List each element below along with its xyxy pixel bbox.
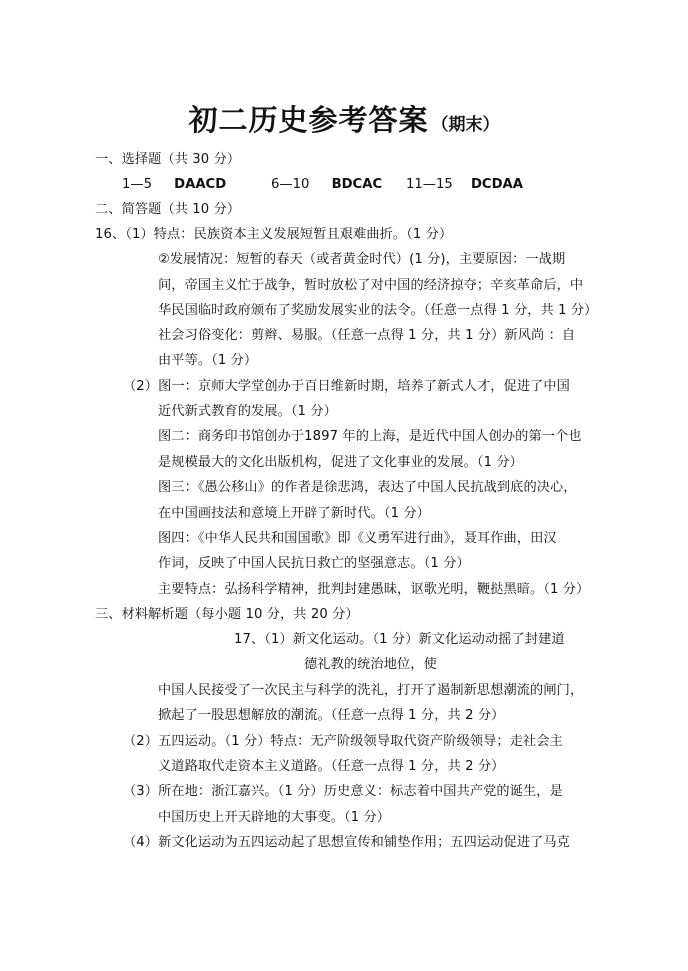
answer-group-2 <box>271 177 382 193</box>
title-main: 初二历史参考答案 <box>188 103 429 137</box>
text-line: （2）五四运动。（1 分）特点：无产阶级领导取代资产阶级领导；走社会主 <box>123 734 563 749</box>
text-line: 16、（1）特点：民族资本主义发展短暂且艰难曲折。（1 分） <box>95 227 453 242</box>
text-line: 近代新式教育的发展。（1 分） <box>158 404 337 419</box>
section1-heading: 一、选择题（共 30 分） <box>95 152 241 167</box>
text-line: 华民国临时政府颁布了奖励发展实业的法令。（任意一点得 1 分，共 1 分） <box>158 303 598 318</box>
text-line: 间，帝国主义忙于战争，暂时放松了对中国的经济掠夺；辛亥革命后，中 <box>158 278 584 293</box>
text-line: 义道路取代走资本主义道路。（任意一点得 1 分，共 2 分） <box>158 759 505 774</box>
text-line: 图二：商务印书馆创办于1897 年的上海，是近代中国人创办的第一个也 <box>158 429 582 444</box>
answer-range: 1—5 <box>122 177 152 192</box>
text-line: 掀起了一股思想解放的潮流。（任意一点得 1 分，共 2 分） <box>158 708 505 723</box>
text-line: ②发展情况：短暂的春天（或者黄金时代）(1 分)，主要原因：一战期 <box>158 252 566 267</box>
document-title <box>0 98 688 139</box>
text-line: 17、（1）新文化运动。（1 分）新文化运动动摇了封建道 <box>234 632 565 647</box>
text-line: 主要特点：弘扬科学精神，批判封建愚昧，讴歌光明，鞭挞黑暗。（1 分） <box>158 582 590 597</box>
text-line: （4）新文化运动为五四运动起了思想宣传和铺垫作用；五四运动促进了马克 <box>123 835 570 850</box>
text-line: 作词，反映了中国人民抗日救亡的坚强意志。（1 分） <box>158 556 470 571</box>
answer-value: BDCAC <box>331 177 383 192</box>
text-line: 在中国画技法和意境上开辟了新时代。（1 分） <box>158 506 430 521</box>
text-line: 中国人民接受了一次民主与科学的洗礼，打开了遏制新思想潮流的闸门， <box>158 683 584 698</box>
answer-value: DAACD <box>174 177 227 192</box>
text-line: （3）所在地：浙江嘉兴。（1 分）历史意义：标志着中国共产党的诞生，是 <box>123 784 563 799</box>
text-line: 中国历史上开天辟地的大事变。（1 分） <box>158 810 391 825</box>
answer-range: 6—10 <box>271 177 310 192</box>
answer-range: 11—15 <box>406 177 453 192</box>
text-line: （2）图一：京师大学堂创办于百日维新时期，培养了新式人才，促进了中国 <box>123 379 570 394</box>
text-line: 是规模最大的文化出版机构，促进了文化事业的发展。（1 分） <box>158 455 523 470</box>
section2-heading: 二、简答题（共 10 分） <box>95 202 241 217</box>
text-line: 由平等。（1 分） <box>158 353 258 368</box>
answer-group-3 <box>406 177 523 193</box>
text-line: 图四：《中华人民共和国国歌》即《义勇军进行曲》，聂耳作曲，田汉 <box>158 531 557 546</box>
answer-group-1 <box>122 177 226 193</box>
text-line: 图三：《愚公移山》的作者是徐悲鸿，表达了中国人民抗战到底的决心， <box>158 480 577 495</box>
text-line: 社会习俗变化：剪辫、易服。（任意一点得 1 分，共 1 分）新风尚 ：自 <box>158 328 576 343</box>
answer-value: DCDAA <box>470 177 523 192</box>
text-line: 德礼教的统治地位，使 <box>304 657 437 672</box>
section3-heading: 三、材料解析题（每小题 10 分，共 20 分） <box>95 607 359 622</box>
title-subtitle: （期末） <box>431 115 500 135</box>
